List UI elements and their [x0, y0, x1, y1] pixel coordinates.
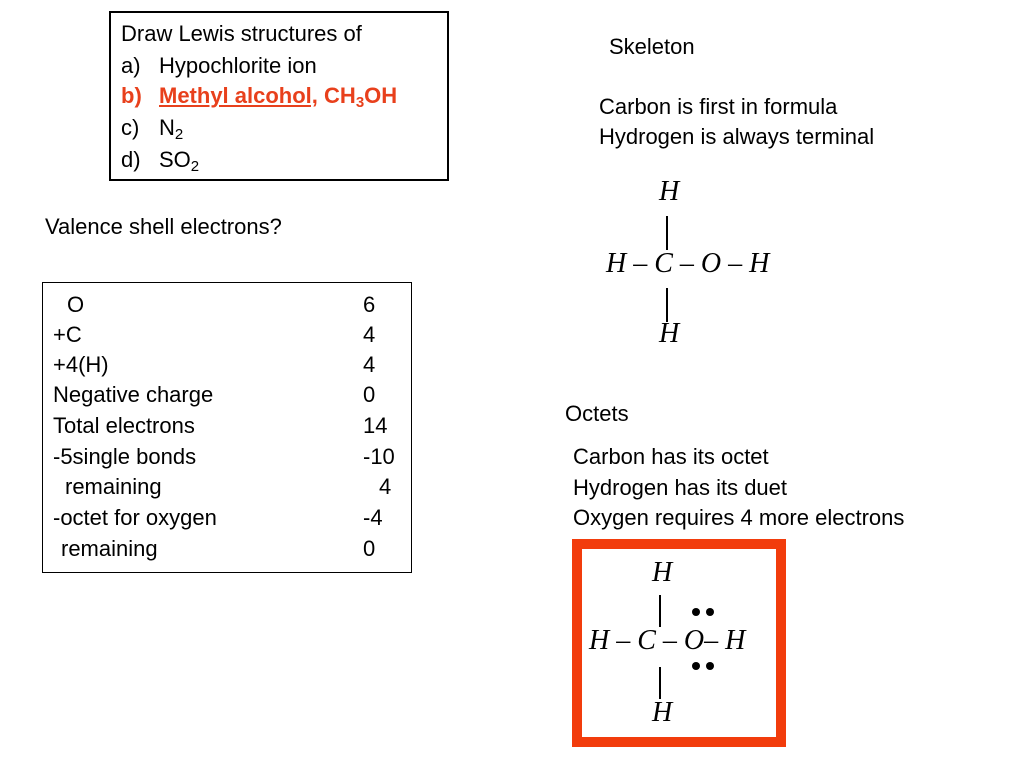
atom-h-top: H [659, 176, 680, 207]
table-row [53, 350, 403, 380]
problem-item-b [121, 81, 397, 111]
bond-vertical-bottom [659, 667, 661, 699]
bond-vertical-bottom [666, 288, 668, 322]
lone-pair-dot [706, 608, 714, 616]
skeleton-note: Carbon is first in formula [599, 94, 838, 119]
bond-vertical-top [666, 216, 668, 250]
row-label: remaining [61, 536, 158, 561]
octets-note: Carbon has its octet [573, 444, 769, 469]
row-label: -5single bonds [53, 444, 197, 469]
row-value: 4 [363, 322, 376, 347]
lone-pair-dot [692, 662, 700, 670]
atom-h-bottom: H [659, 318, 680, 349]
skeleton-structure [600, 176, 800, 356]
row-value: 4 [379, 474, 392, 499]
item-text: Hypochlorite ion [159, 53, 317, 78]
row-label: -octet for oxygen [53, 505, 217, 530]
table-row [53, 290, 403, 320]
item-text: SO [159, 147, 191, 172]
skeleton-title: Skeleton [609, 34, 695, 59]
row-value: 4 [363, 352, 376, 377]
row-label: remaining [65, 474, 162, 499]
item-label: c) [121, 115, 140, 140]
problem-item-d [121, 145, 199, 175]
table-row [53, 503, 403, 533]
table-row [53, 534, 403, 564]
octets-note: Hydrogen has its duet [573, 475, 788, 500]
octets-note: Oxygen requires 4 more electrons [573, 505, 905, 530]
item-text: N [159, 115, 175, 140]
skeleton-note: Hydrogen is always terminal [599, 124, 875, 149]
formula-sub: 3 [355, 94, 365, 111]
item-label: b) [121, 83, 142, 108]
formula-end: OH [364, 83, 398, 108]
lone-pair-dot [706, 662, 714, 670]
row-value: 14 [363, 413, 388, 438]
formula-main: CH [324, 83, 356, 108]
row-value: 0 [363, 382, 376, 407]
row-value: 0 [363, 536, 376, 561]
problem-heading: Draw Lewis structures of [121, 21, 362, 46]
table-row [53, 380, 375, 410]
item-sub: 2 [174, 126, 184, 143]
table-row [53, 472, 403, 502]
table-row [53, 411, 403, 441]
atom-h-bottom: H [652, 697, 673, 728]
row-label: +4(H) [53, 352, 109, 377]
problem-item-c [121, 113, 183, 143]
row-label: +C [53, 322, 82, 347]
row-label: O [67, 292, 85, 317]
row-value: 6 [363, 292, 376, 317]
item-sub: 2 [190, 158, 200, 175]
lone-pair-dot [692, 608, 700, 616]
row-label: Total electrons [53, 413, 195, 438]
row-value: -10 [363, 444, 395, 469]
octets-title: Octets [565, 401, 629, 426]
electron-table [42, 282, 412, 573]
item-formula [324, 83, 398, 111]
atom-h-top: H [652, 557, 673, 588]
item-label: d) [121, 147, 141, 172]
valence-question: Valence shell electrons? [45, 214, 282, 239]
bond-vertical-top [659, 595, 661, 627]
answer-box [572, 539, 786, 747]
item-label: a) [121, 53, 141, 78]
item-text: Methyl alcohol, [159, 83, 318, 108]
middle-row: H – C – O– H [589, 625, 746, 656]
problem-box [109, 11, 449, 181]
middle-row: H – C – O – H [606, 248, 770, 279]
row-label: Negative charge [53, 382, 214, 407]
problem-item-a [121, 51, 317, 81]
table-row [53, 320, 403, 350]
table-row [53, 442, 403, 472]
row-value: -4 [363, 505, 383, 530]
